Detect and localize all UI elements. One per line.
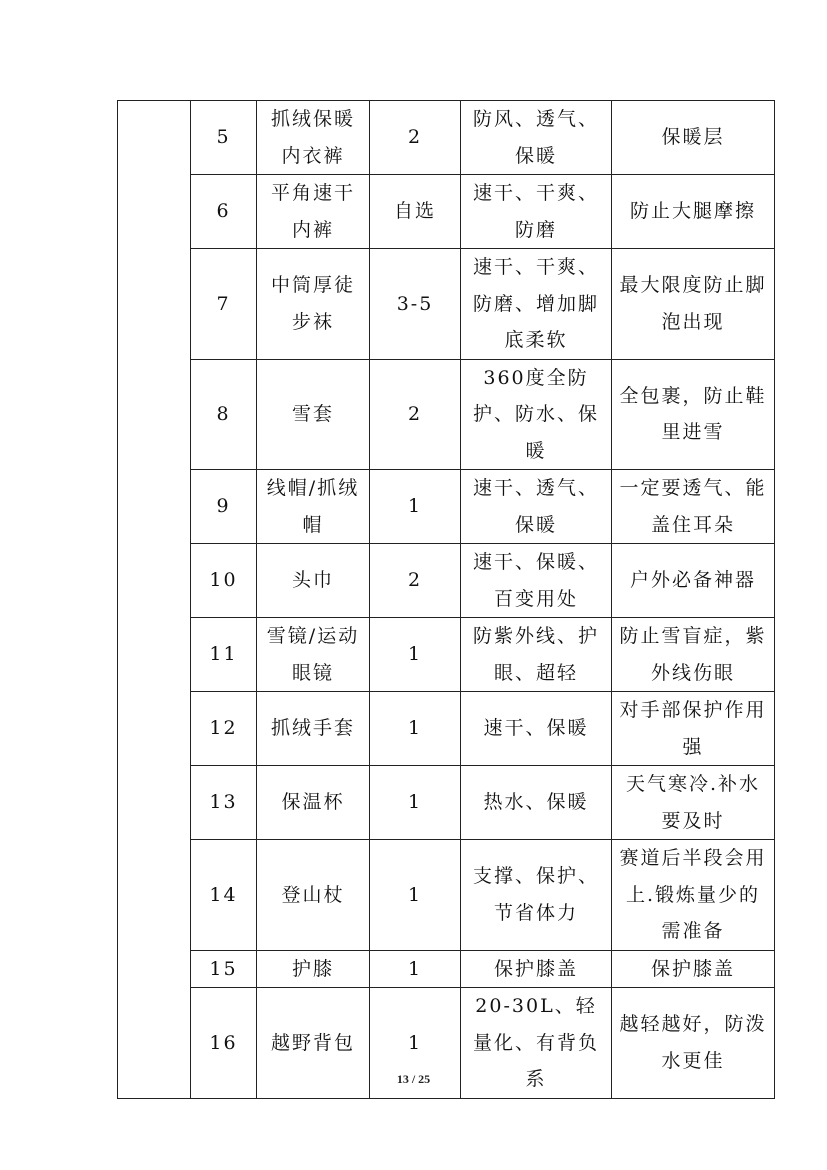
item-quantity: 自选 [370, 175, 461, 249]
item-name: 头巾 [257, 544, 370, 618]
table-row [118, 950, 775, 988]
item-feature: 速干、透气、保暖 [461, 470, 612, 544]
row-number: 16 [191, 988, 257, 1099]
item-note: 最大限度防止脚泡出现 [612, 249, 775, 360]
item-quantity: 1 [370, 840, 461, 951]
table-row [118, 101, 775, 175]
equipment-table [117, 100, 775, 1099]
item-quantity: 2 [370, 544, 461, 618]
item-note: 对手部保护作用强 [612, 692, 775, 766]
item-feature: 防紫外线、护眼、超轻 [461, 618, 612, 692]
item-name: 中筒厚徒步袜 [257, 249, 370, 360]
item-quantity: 2 [370, 359, 461, 470]
table-row [118, 175, 775, 249]
row-number: 5 [191, 101, 257, 175]
item-quantity: 1 [370, 618, 461, 692]
item-quantity: 3-5 [370, 249, 461, 360]
item-feature: 防风、透气、保暖 [461, 101, 612, 175]
table-row [118, 840, 775, 951]
category-cell [118, 101, 191, 1099]
item-feature: 支撑、保护、节省体力 [461, 840, 612, 951]
item-feature: 速干、干爽、防磨、增加脚底柔软 [461, 249, 612, 360]
row-number: 6 [191, 175, 257, 249]
table-row [118, 249, 775, 360]
item-note: 天气寒冷.补水要及时 [612, 766, 775, 840]
row-number: 12 [191, 692, 257, 766]
item-name: 雪套 [257, 359, 370, 470]
table-row [118, 618, 775, 692]
row-number: 8 [191, 359, 257, 470]
item-note: 赛道后半段会用上.锻炼量少的需准备 [612, 840, 775, 951]
row-number: 14 [191, 840, 257, 951]
item-feature: 速干、保暖 [461, 692, 612, 766]
item-name: 登山杖 [257, 840, 370, 951]
table-row [118, 359, 775, 470]
table-row [118, 470, 775, 544]
item-feature: 速干、干爽、防磨 [461, 175, 612, 249]
row-number: 7 [191, 249, 257, 360]
item-note: 一定要透气、能盖住耳朵 [612, 470, 775, 544]
table-row [118, 692, 775, 766]
item-feature: 20-30L、轻量化、有背负系 [461, 988, 612, 1099]
page-number: 13 / 25 [396, 1072, 431, 1086]
item-name: 抓绒保暖内衣裤 [257, 101, 370, 175]
item-feature: 热水、保暖 [461, 766, 612, 840]
item-name: 越野背包 [257, 988, 370, 1099]
item-quantity: 1 [370, 988, 461, 1099]
item-name: 线帽/抓绒帽 [257, 470, 370, 544]
table-row [118, 544, 775, 618]
item-name: 抓绒手套 [257, 692, 370, 766]
row-number: 15 [191, 950, 257, 988]
item-name: 雪镜/运动眼镜 [257, 618, 370, 692]
row-number: 13 [191, 766, 257, 840]
item-note: 保暖层 [612, 101, 775, 175]
item-note: 户外必备神器 [612, 544, 775, 618]
item-note: 防止雪盲症，紫外线伤眼 [612, 618, 775, 692]
item-quantity: 1 [370, 766, 461, 840]
item-name: 保温杯 [257, 766, 370, 840]
row-number: 10 [191, 544, 257, 618]
item-name: 护膝 [257, 950, 370, 988]
row-number: 9 [191, 470, 257, 544]
row-number: 11 [191, 618, 257, 692]
item-feature: 360度全防护、防水、保暖 [461, 359, 612, 470]
item-note: 全包裹，防止鞋里进雪 [612, 359, 775, 470]
item-note: 越轻越好，防泼水更佳 [612, 988, 775, 1099]
item-quantity: 1 [370, 692, 461, 766]
item-quantity: 1 [370, 950, 461, 988]
item-note: 保护膝盖 [612, 950, 775, 988]
item-note: 防止大腿摩擦 [612, 175, 775, 249]
table-body [118, 101, 775, 1099]
item-quantity: 1 [370, 470, 461, 544]
table-row [118, 766, 775, 840]
item-quantity: 2 [370, 101, 461, 175]
item-feature: 保护膝盖 [461, 950, 612, 988]
item-feature: 速干、保暖、百变用处 [461, 544, 612, 618]
item-name: 平角速干内裤 [257, 175, 370, 249]
